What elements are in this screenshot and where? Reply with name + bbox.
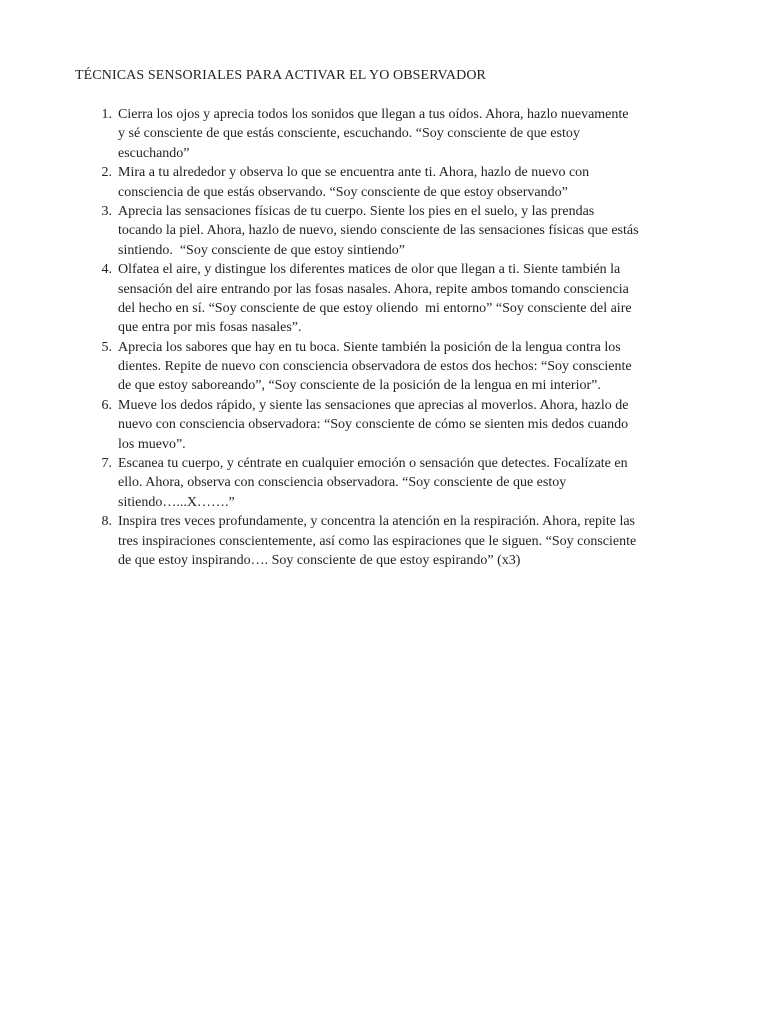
- text-line: sintiendo. “Soy consciente de que estoy sintiendo”: [118, 242, 405, 258]
- text-line: tres inspiraciones conscientemente, así como las espiraciones que le siguen. “Soy consciente: [118, 533, 637, 549]
- list-item-number: 2.: [101, 165, 112, 181]
- list-item-number: 4.: [101, 262, 112, 278]
- list-item: [0, 454, 768, 512]
- text-line: Mira a tu alrededor y observa lo que se encuentra ante ti. Ahora, hazlo de nuevo con: [118, 165, 590, 181]
- list-item-text: [118, 202, 768, 260]
- list-item-number: 5.: [101, 339, 112, 355]
- text-line: consciencia de que estás observando. “Soy consciente de que estoy observando”: [118, 184, 568, 200]
- list-item-number: 7.: [101, 456, 112, 472]
- text-line: y sé consciente de que estás consciente, escuchando. “Soy consciente de que estoy: [118, 126, 580, 142]
- text-line: del hecho en sí. “Soy consciente de que estoy oliendo mi entorno” “Soy consciente del aire: [118, 300, 632, 316]
- text-line: Mueve los dedos rápido, y siente las sensaciones que aprecias al moverlos. Ahora, hazlo de: [118, 397, 629, 413]
- text-line: Inspira tres veces profundamente, y concentra la atención en la respiración. Ahora, repite las: [118, 514, 636, 530]
- list-item: [0, 260, 768, 338]
- text-line: Aprecia las sensaciones físicas de tu cuerpo. Siente los pies en el suelo, y las prendas: [118, 203, 595, 219]
- text-line: dientes. Repite de nuevo con consciencia observadora de estos dos hechos: “Soy consciente: [118, 359, 632, 375]
- numbered-list: [0, 105, 768, 570]
- list-item-text: [118, 454, 768, 512]
- list-item: [0, 338, 768, 396]
- text-line: Escanea tu cuerpo, y céntrate en cualquier emoción o sensación que detectes. Focalízate en: [118, 456, 628, 472]
- text-line: sitiendo…...X…….”: [118, 494, 235, 510]
- list-item-number: 3.: [101, 203, 112, 219]
- list-item-text: [118, 512, 768, 570]
- text-line: los muevo”.: [118, 436, 186, 452]
- text-line: nuevo con consciencia observadora: “Soy consciente de cómo se sienten mis dedos cuando: [118, 417, 629, 433]
- text-line: Aprecia los sabores que hay en tu boca. Siente también la posición de la lengua contra los: [118, 339, 621, 355]
- document-title: TÉCNICAS SENSORIALES PARA ACTIVAR EL YO OBSERVADOR: [75, 68, 486, 83]
- text-line: de que estoy saboreando”, “Soy consciente de la posición de la lengua en mi interior”.: [118, 378, 601, 394]
- text-line: de que estoy inspirando…. Soy consciente de que estoy espirando” (x3): [118, 552, 521, 568]
- text-line: escuchando”: [118, 145, 190, 161]
- list-item-number: 8.: [101, 514, 112, 530]
- list-item-text: [118, 338, 768, 396]
- list-item: [0, 202, 768, 260]
- list-item: [0, 105, 768, 163]
- list-item-number: 1.: [101, 107, 112, 122]
- text-line: Cierra los ojos y aprecia todos los sonidos que llegan a tus oídos. Ahora, hazlo nuevamente: [118, 107, 629, 122]
- list-item: [0, 512, 768, 570]
- list-item-text: [118, 260, 768, 338]
- text-line: tocando la piel. Ahora, hazlo de nuevo, siendo consciente de las sensaciones físicas que estás: [118, 223, 639, 239]
- text-line: sensación del aire entrando por las fosas nasales. Ahora, repite ambos tomando consciencia: [118, 281, 629, 297]
- text-line: Olfatea el aire, y distingue los diferentes matices de olor que llegan a ti. Siente también la: [118, 262, 621, 278]
- list-item-text: [118, 396, 768, 454]
- list-item-number: 6.: [101, 397, 112, 413]
- text-line: que entra por mis fosas nasales”.: [118, 320, 302, 336]
- list-item-text: [118, 105, 768, 163]
- list-item: [0, 163, 768, 202]
- list-item: [0, 396, 768, 454]
- list-item-text: [118, 163, 768, 202]
- text-line: ello. Ahora, observa con consciencia observadora. “Soy consciente de que estoy: [118, 475, 567, 491]
